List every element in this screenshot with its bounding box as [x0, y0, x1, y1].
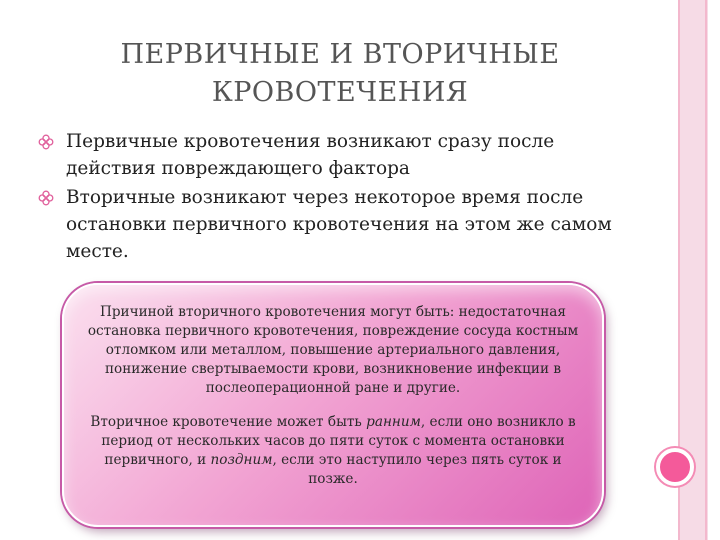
flower-bullet-icon — [38, 134, 54, 150]
callout-paragraph-causes: Причиной вторичного кровотечения могут быть: недостаточная остановка первичного кровотечения, повреждение сосуда костным отломком или металлом, повышение артериального давления, понижение свертываемости крови, возникновение инфекции в послеоперационной ране и другие. — [87, 304, 579, 396]
title-line-2: КРОВОТЕЧЕНИЯ — [211, 77, 469, 108]
callout-paragraph-timing — [84, 413, 582, 489]
title-line-1: ПЕРВИЧНЫЕ И ВТОРИЧНЫЕ — [120, 39, 560, 70]
decorative-circle — [656, 448, 694, 486]
bullet-list — [38, 128, 648, 267]
term-late: поздним — [210, 452, 273, 468]
edge-line — [705, 0, 707, 540]
timing-text: , если оно возникло в период от нескольких часов до пяти суток с момента остановки первичного, и — [101, 414, 576, 468]
timing-text: , если это наступило через пять суток и позже. — [272, 452, 562, 487]
bullet-item — [38, 184, 648, 265]
slide-title — [60, 36, 620, 112]
flower-bullet-icon — [38, 190, 54, 206]
callout-box — [62, 283, 604, 527]
bullet-text: Первичные кровотечения возникают сразу после действия повреждающего фактора — [66, 131, 555, 179]
timing-text: Вторичное кровотечение может быть — [90, 414, 367, 430]
term-early: ранним — [366, 414, 421, 430]
bullet-item — [38, 128, 648, 182]
bullet-text: Вторичные возникают через некоторое время после остановки первичного кровотечения на этом же самом месте. — [66, 187, 612, 262]
